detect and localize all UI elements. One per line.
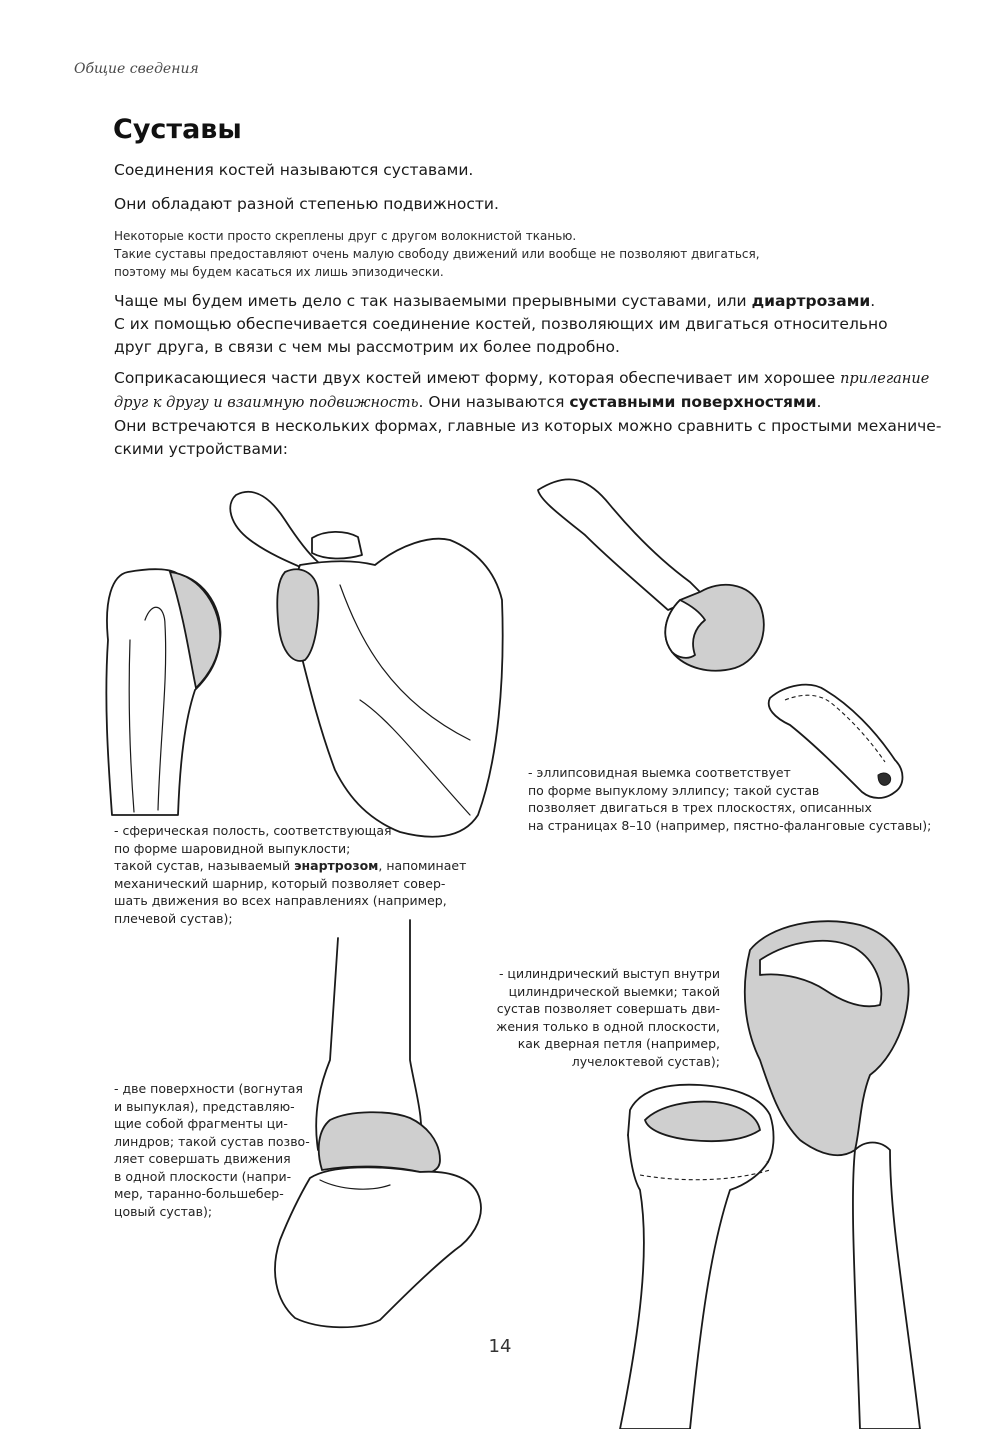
caption-line: ляет совершать движения: [114, 1151, 291, 1166]
text-run: .: [870, 292, 876, 310]
small-note-line: Некоторые кости просто скреплены друг с другом волокнистой тканью.: [114, 229, 577, 243]
paragraph-line: Они встречаются в нескольких формах, главные из которых можно сравнить с простыми механиче-: [114, 417, 942, 435]
paragraph-line: скими устройствами:: [114, 440, 288, 458]
caption-line: лучелоктевой сустав);: [571, 1053, 720, 1069]
paragraph-line: [114, 290, 888, 313]
running-head: Общие сведения: [74, 61, 199, 77]
page-number: 14: [488, 1336, 512, 1357]
caption-line: - цилиндрический выступ внутри: [498, 966, 720, 981]
humerus-head-drawing: [106, 569, 220, 815]
intro-paragraph-2: Они обладают разной степенью подвижности.: [114, 195, 499, 213]
italic-run: прилегание: [840, 371, 930, 387]
term-articular-surfaces: суставными поверхностями: [569, 393, 817, 411]
caption-cylindrical: [440, 965, 720, 1070]
term-enarthrosis: энартрозом: [294, 858, 379, 873]
paragraph-line: С их помощью обеспечивается соединение костей, позволяющих им двигаться относительно: [114, 315, 888, 333]
caption-line: жения только в одной плоскости,: [496, 1018, 720, 1034]
caption-line: линдров; такой сустав позво-: [114, 1133, 310, 1149]
caption-line: и выпуклая), представляю-: [114, 1098, 295, 1114]
caption-line: механический шарнир, который позволяет совер-: [114, 875, 446, 891]
italic-run: друг к другу и взаимную подвижность: [114, 395, 419, 411]
caption-hinge: [114, 1080, 310, 1220]
caption-line: позволяет двигаться в трех плоскостях, описанных: [528, 800, 872, 815]
caption-line: шать движения во всех направлениях (например,: [114, 893, 447, 908]
caption-line: - две поверхности (вогнутая: [114, 1081, 303, 1096]
diarthrosis-paragraph: [114, 290, 888, 359]
text-run: Соприкасающиеся части двух костей имеют форму, которая обеспечивает им хорошее: [114, 369, 841, 387]
caption-line: в одной плоскости (напри-: [114, 1168, 292, 1184]
caption-line: - сферическая полость, соответствующая: [114, 823, 392, 838]
caption-line: по форме выпуклому эллипсу; такой сустав: [528, 782, 820, 798]
caption-ellipsoid: [528, 764, 931, 834]
caption-spherical: [114, 822, 466, 927]
small-note-line: Такие суставы предоставляют очень малую свободу движений или вообще не позволяют двигаться,: [114, 247, 760, 261]
caption-line: сустав позволяет совершать дви-: [496, 1001, 720, 1016]
caption-line: мер, таранно-большебер-: [114, 1186, 284, 1201]
scapula-drawing: [230, 492, 502, 837]
small-note-line: поэтому мы будем касаться их лишь эпизодически.: [114, 265, 444, 279]
caption-line: - эллипсовидная выемка соответствует: [528, 765, 791, 780]
caption-line: щие собой фрагменты ци-: [114, 1116, 288, 1131]
text-run: . Они называются: [418, 393, 570, 411]
page-title: Суставы: [113, 114, 242, 145]
caption-line: цилиндрической выемки; такой: [508, 983, 720, 999]
text-run: .: [816, 393, 822, 411]
caption-line: цовый сустав);: [114, 1203, 213, 1219]
intro-paragraph-1: Соединения костей называются суставами.: [114, 161, 474, 179]
caption-line: плечевой сустав);: [114, 910, 233, 926]
articular-surfaces-paragraph: [114, 367, 941, 461]
text-run: , напоминает: [378, 858, 467, 873]
caption-line: [114, 857, 466, 875]
metacarpal-drawing: [538, 479, 764, 670]
caption-line: на страницах 8–10 (например, пястно-фаланговые суставы);: [528, 817, 932, 833]
caption-line: по форме шаровидной выпуклости;: [114, 840, 351, 856]
paragraph-line: друг друга, в связи с чем мы рассмотрим их более подробно.: [114, 338, 620, 356]
term-diarthrosis: диартрозами: [751, 292, 871, 310]
text-run: Чаще мы будем иметь дело с так называемыми прерывными суставами, или: [114, 292, 752, 310]
paragraph-line: [114, 367, 941, 391]
caption-line: как дверная петля (например,: [517, 1036, 720, 1051]
paragraph-line: [114, 391, 941, 415]
small-note: [114, 227, 760, 281]
text-run: такой сустав, называемый: [114, 858, 295, 873]
